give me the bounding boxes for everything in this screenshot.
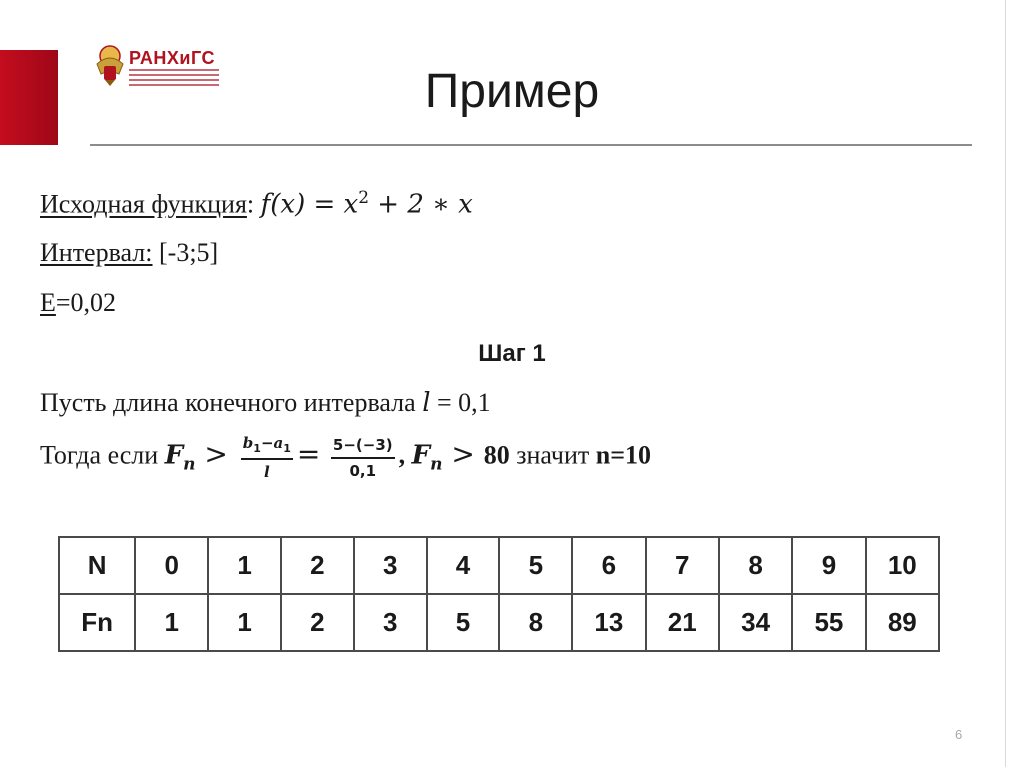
fraction-numeric-denominator: 0,1 [349, 461, 377, 480]
frac-a: a [273, 434, 284, 452]
n-result: n=10 [595, 440, 652, 470]
length-text: Пусть длина конечного интервала [40, 388, 423, 417]
table-cell: 1 [208, 594, 281, 651]
table-row-n [59, 537, 939, 594]
fraction-numeric-numerator: 5−(−3) [331, 436, 395, 459]
interval-value: [-3;5] [152, 238, 219, 267]
epsilon-line [40, 288, 116, 318]
row-label-fn: Fn [59, 594, 135, 651]
formula-power: 2 [358, 188, 370, 208]
table-cell: 1 [208, 537, 281, 594]
formula-rest: + 2 ∗ x [369, 189, 473, 220]
step-title: Шаг 1 [478, 340, 546, 367]
frac-a-sub: 1 [283, 442, 291, 455]
fraction-numerator [241, 434, 293, 460]
length-eq: = 0,1 [430, 388, 491, 417]
table-cell: 2 [281, 537, 354, 594]
table-cell: 6 [572, 537, 645, 594]
fn-subscript: n [183, 454, 196, 475]
page-number: 6 [955, 727, 963, 742]
table-row-fn [59, 594, 939, 651]
condition-suffix: значит [509, 440, 596, 470]
gt-sign-2: > [442, 437, 484, 471]
title-divider [90, 144, 972, 146]
table-cell: 34 [719, 594, 792, 651]
table-cell: 21 [646, 594, 719, 651]
fraction-numeric [331, 436, 395, 480]
condition-line [40, 434, 651, 481]
table-cell: 3 [354, 537, 427, 594]
length-line [40, 388, 491, 418]
frac-b: b [242, 434, 254, 452]
fn-subscript-2: n [430, 454, 443, 475]
epsilon-label: Е [40, 288, 56, 317]
condition-prefix: Тогда если [40, 440, 165, 470]
table-cell: 7 [646, 537, 719, 594]
table-cell: 5 [499, 537, 572, 594]
table-cell: 8 [719, 537, 792, 594]
frac-minus: − [260, 434, 274, 452]
row-label-n: N [59, 537, 135, 594]
function-colon: : [246, 189, 255, 219]
page-title: Пример [424, 65, 600, 118]
interval-label: Интервал: [40, 238, 153, 267]
table-cell: 1 [135, 594, 208, 651]
formula-arg: (x) [270, 189, 306, 220]
gt-sign: > [195, 437, 237, 471]
frac-b-sub: 1 [253, 442, 261, 455]
table-cell: 9 [792, 537, 865, 594]
table-cell: 4 [427, 537, 500, 594]
length-var: l [422, 388, 431, 418]
comma: , [398, 440, 412, 470]
formula-eq: = x [305, 189, 359, 220]
table-cell: 10 [866, 537, 939, 594]
logo-name: РАНХиГС [129, 48, 215, 68]
interval-line [40, 238, 218, 268]
table-cell: 0 [135, 537, 208, 594]
table-cell: 5 [427, 594, 500, 651]
table-cell: 2 [281, 594, 354, 651]
fn-symbol-2: F [411, 440, 431, 471]
function-line [40, 188, 473, 220]
epsilon-value: =0,02 [55, 288, 117, 317]
table-cell: 13 [572, 594, 645, 651]
table-cell: 3 [354, 594, 427, 651]
formula-f: f [260, 189, 271, 220]
equals-sign: = [296, 437, 321, 471]
fibonacci-table [58, 536, 940, 652]
fraction-denominator: l [264, 463, 270, 481]
table-cell: 8 [499, 594, 572, 651]
table-cell: 55 [792, 594, 865, 651]
threshold-value: 80 [483, 440, 510, 470]
table-cell: 89 [866, 594, 939, 651]
fn-symbol: F [164, 440, 184, 471]
fraction-interval-length [241, 434, 293, 481]
function-label: Исходная функция [40, 189, 247, 219]
